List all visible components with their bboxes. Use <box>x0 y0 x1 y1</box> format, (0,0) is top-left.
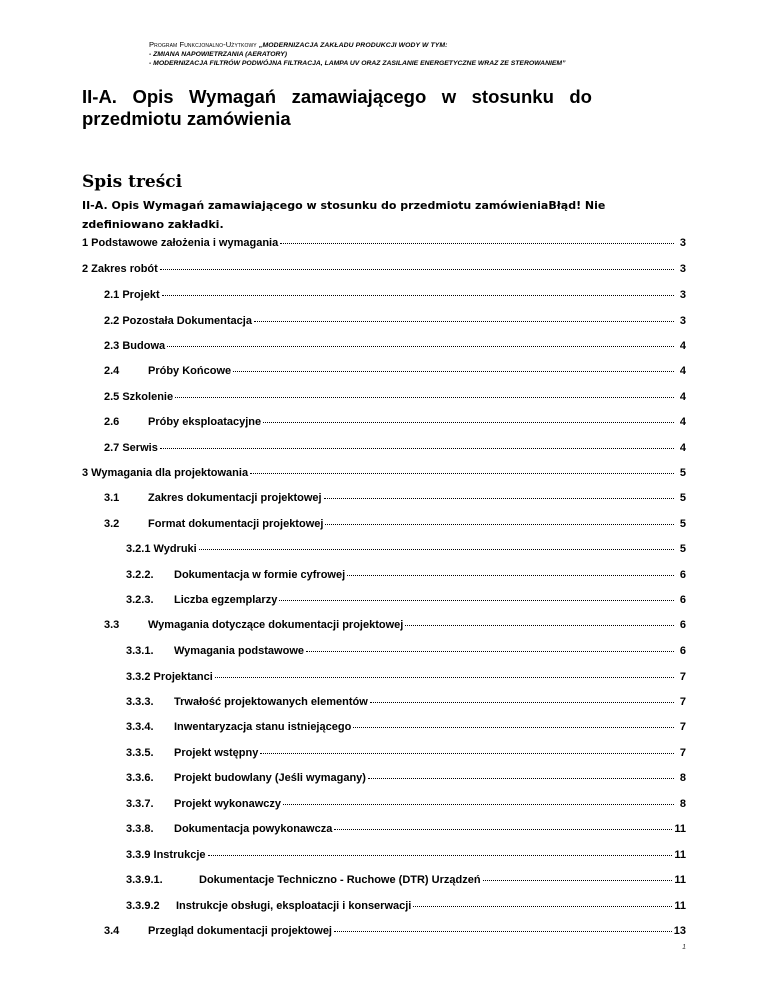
toc-entry[interactable] <box>126 644 686 657</box>
toc-entry-page: 4 <box>679 391 686 403</box>
toc-entry[interactable] <box>82 262 686 275</box>
toc-dot-leader <box>280 234 674 244</box>
toc-entry[interactable] <box>126 822 686 835</box>
title-word: w <box>441 86 457 107</box>
toc-entry-page: 11 <box>674 874 686 886</box>
page-number: 1 <box>682 944 686 951</box>
toc-entry-page: 4 <box>679 365 686 377</box>
toc-entry-number: 3.3.4. <box>126 721 154 733</box>
toc-entry[interactable] <box>126 873 686 886</box>
toc-entry-number: 2.6 <box>104 416 120 428</box>
toc-dot-leader <box>325 515 674 525</box>
toc-entry-page: 8 <box>679 772 686 784</box>
toc-dot-leader <box>208 846 673 856</box>
toc-entry-number: 3.4 <box>104 925 120 937</box>
toc-entry-label: 3.3.2 Projektanci <box>126 671 213 683</box>
toc-entry[interactable] <box>104 618 686 631</box>
toc-entry-label: Projekt wykonawczy <box>174 798 281 810</box>
toc-entry-number: 3.2 <box>104 518 120 530</box>
toc-entry-page: 11 <box>674 823 686 835</box>
toc-entry-page: 7 <box>679 721 686 733</box>
header-project-title: „MODERNIZACJA ZAKŁADU PRODUKCJI WODY W TYM: <box>258 42 448 49</box>
toc-entry-page: 11 <box>674 900 686 912</box>
toc-entry-label: Dokumentacja powykonawcza <box>174 823 333 835</box>
toc-entry[interactable] <box>126 848 686 861</box>
toc-entry-page: 5 <box>679 518 686 530</box>
toc-entry-page: 8 <box>679 798 686 810</box>
document-header <box>149 40 565 68</box>
toc-entry-page: 4 <box>679 416 686 428</box>
toc-entry-page: 13 <box>673 925 686 937</box>
toc-entry[interactable] <box>104 364 686 377</box>
toc-entry-label: Format dokumentacji projektowej <box>148 518 324 530</box>
toc-entry-label: Inwentaryzacja stanu istniejącego <box>174 721 352 733</box>
toc-entry[interactable] <box>104 491 686 504</box>
toc-entry-label: 1 Podstawowe założenia i wymagania <box>82 237 279 249</box>
page-title <box>82 86 592 130</box>
header-program-label: Program Funkcjonalno-Użytkowy <box>149 40 257 49</box>
toc-entry-label: Próby eksploatacyjne <box>148 416 262 428</box>
toc-entry-number: 3.3.1. <box>126 645 154 657</box>
toc-entry-label: 2.3 Budowa <box>104 340 166 352</box>
title-word: Opis <box>132 86 174 107</box>
toc-entry-page: 4 <box>679 340 686 352</box>
toc-entry-page: 6 <box>679 645 686 657</box>
toc-entry-label: 2.7 Serwis <box>104 442 158 454</box>
toc-entry-page: 6 <box>679 594 686 606</box>
toc-entry-label: Dokumentacje Techniczno - Ruchowe (DTR) Urządzeń <box>199 874 481 886</box>
toc-entry[interactable] <box>104 517 686 530</box>
toc-entry-number: 3.3.8. <box>126 823 154 835</box>
toc-entry-page: 7 <box>679 671 686 683</box>
toc-entry-page: 3 <box>679 315 686 327</box>
toc-entry-label: Zakres dokumentacji projektowej <box>148 492 322 504</box>
toc-entry-label: 3.3.9 Instrukcje <box>126 849 206 861</box>
title-word: zamawiającego <box>291 86 427 107</box>
toc-entry-label: 2.1 Projekt <box>104 289 160 301</box>
toc-entry-label: Dokumentacja w formie cyfrowej <box>174 569 346 581</box>
toc-entry[interactable] <box>126 695 686 708</box>
toc-heading: Spis treści <box>82 172 183 192</box>
toc-dot-leader <box>324 489 674 499</box>
toc-entry-label: 3 Wymagania dla projektowania <box>82 467 249 479</box>
toc-dot-leader <box>334 820 672 830</box>
toc-dot-leader <box>233 362 674 372</box>
toc-entry-page: 11 <box>674 849 686 861</box>
toc-entry-page: 4 <box>679 442 686 454</box>
toc-entry-page: 5 <box>679 492 686 504</box>
toc-entry-page: 7 <box>679 696 686 708</box>
toc-entry-label: Projekt wstępny <box>174 747 259 759</box>
toc-entry-label: Projekt budowlany (Jeśli wymagany) <box>174 772 366 784</box>
toc-entry-label: Instrukcje obsługi, eksploatacji i konserwacji <box>176 900 412 912</box>
toc-dot-leader <box>413 897 672 907</box>
toc-entry[interactable] <box>126 797 686 810</box>
toc-dot-leader <box>162 286 674 296</box>
toc-entry-number: 3.3.9.2 <box>126 900 160 912</box>
toc-entry-label: 2 Zakres robót <box>82 263 158 275</box>
toc-dot-leader <box>306 642 674 652</box>
toc-entry-label: Wymagania dotyczące dokumentacji projektowej <box>148 619 404 631</box>
toc-entry[interactable] <box>104 288 686 301</box>
toc-entry-page: 3 <box>679 263 686 275</box>
title-word: stosunku <box>471 86 554 107</box>
toc-entry[interactable] <box>104 339 686 352</box>
toc-dot-leader <box>250 464 674 474</box>
title-word: Wymagań <box>189 86 277 107</box>
toc-entry-number: 3.3.7. <box>126 798 154 810</box>
toc-entry-label: 2.5 Szkolenie <box>104 391 174 403</box>
toc-entry-label: Przegląd dokumentacji projektowej <box>148 925 332 937</box>
toc-dot-leader <box>334 922 672 932</box>
toc-entry-number: 3.1 <box>104 492 120 504</box>
toc-entry-page: 5 <box>679 467 686 479</box>
toc-entry-label: 3.2.1 Wydruki <box>126 543 197 555</box>
toc-entry-label: Trwałość projektowanych elementów <box>174 696 368 708</box>
toc-entry[interactable] <box>104 314 686 327</box>
toc-entry[interactable] <box>126 720 686 733</box>
toc-dot-leader <box>279 591 674 601</box>
header-line-aeration: - ZMIANA NAPOWIETRZANIA (AERATORY) <box>149 51 288 58</box>
toc-entry-number: 3.2.2. <box>126 569 154 581</box>
toc-entry-number: 3.3.3. <box>126 696 154 708</box>
toc-entry-label: Liczba egzemplarzy <box>174 594 278 606</box>
toc-dot-leader <box>260 744 674 754</box>
title-word: do <box>569 86 592 107</box>
toc-entry[interactable] <box>104 415 686 428</box>
toc-dot-leader <box>160 439 674 449</box>
toc-entry[interactable] <box>126 771 686 784</box>
toc-entry-number: 3.2.3. <box>126 594 154 606</box>
toc-dot-leader <box>254 312 674 322</box>
toc-dot-leader <box>175 388 674 398</box>
toc-entry-number: 3.3.5. <box>126 747 154 759</box>
toc-entry-number: 2.4 <box>104 365 120 377</box>
toc-entry-page: 7 <box>679 747 686 759</box>
toc-entry[interactable] <box>104 390 686 403</box>
toc-entry[interactable] <box>126 593 686 606</box>
toc-dot-leader <box>167 337 674 347</box>
toc-entry[interactable] <box>82 236 686 249</box>
toc-dot-leader <box>263 413 674 423</box>
title-word: II-A. <box>82 86 117 107</box>
toc-entry-label: Wymagania podstawowe <box>174 645 304 657</box>
toc-error-message: Błąd! Nie zdefiniowano zakładki. <box>82 199 606 231</box>
toc-dot-leader <box>483 871 673 881</box>
header-line-filters: - MODERNIZACJA FILTRÓW PODWÓJNA FILTRACJA, LAMPA UV ORAZ ZASILANIE ENERGETYCZNE WRAZ ZE STEROWANIEM” <box>149 60 566 67</box>
toc-entry-page: 5 <box>679 543 686 555</box>
toc-entry-page: 6 <box>679 619 686 631</box>
toc-entry-label: Próby Końcowe <box>148 365 232 377</box>
toc-entry[interactable] <box>126 568 686 581</box>
toc-entry[interactable] <box>104 924 686 937</box>
toc-entry[interactable] <box>82 466 686 479</box>
toc-dot-leader <box>368 769 674 779</box>
toc-dot-leader <box>405 616 674 626</box>
title-line-2: przedmiotu zamówienia <box>82 108 291 129</box>
toc-entry[interactable] <box>126 746 686 759</box>
toc-entry-page: 3 <box>679 237 686 249</box>
toc-entry[interactable] <box>126 542 686 555</box>
toc-dot-leader <box>370 693 674 703</box>
toc-entry-number: 3.3.6. <box>126 772 154 784</box>
toc-entry-page: 3 <box>679 289 686 301</box>
toc-entry-label: 2.2 Pozostała Dokumentacja <box>104 315 252 327</box>
toc-entry-page: 6 <box>679 569 686 581</box>
toc-dot-leader <box>215 668 674 678</box>
toc-dot-leader <box>160 260 674 270</box>
toc-dot-leader <box>353 718 674 728</box>
toc-entry-number: 3.3.9.1. <box>126 874 163 886</box>
toc-entry-first[interactable]: II-A. Opis Wymagań zamawiającego w stosunku do przedmiotu zamówieniaBłąd! Nie zdefiniowano zakładki. <box>82 199 606 231</box>
toc-entry[interactable] <box>104 441 686 454</box>
toc-entry-number: 3.3 <box>104 619 120 631</box>
toc-dot-leader <box>283 795 674 805</box>
toc-dot-leader <box>199 540 674 550</box>
toc-entry[interactable] <box>126 670 686 683</box>
toc-entry[interactable] <box>126 899 686 912</box>
toc-dot-leader <box>347 566 674 576</box>
